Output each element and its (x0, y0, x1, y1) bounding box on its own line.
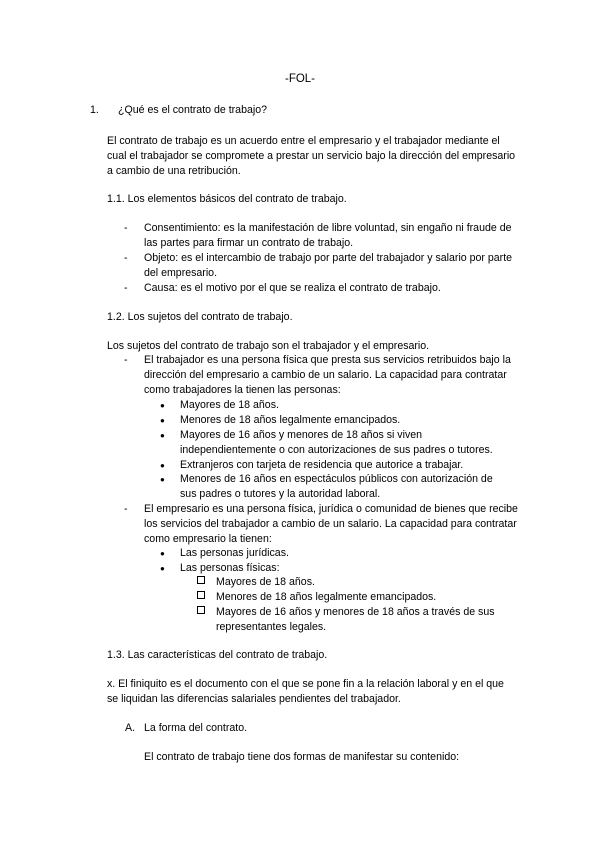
dash-marker: - (124, 503, 128, 515)
list-item: ● Menores de 18 años legalmente emancipados. (160, 414, 401, 426)
list-item: - Consentimiento: es la manifestación de libre voluntad, sin engaño ni fraude de las partes para firmar un contrato de trabajo. (124, 222, 512, 249)
form-paragraph: El contrato de trabajo tiene dos formas de manifestar su contenido: (144, 751, 460, 763)
list-item: Mayores de 18 años. (197, 575, 527, 590)
list-item-worker: - El trabajador es una persona física que presta sus servicios retribuidos bajo la dirección del empresario a cambio de un salario. La capacidad para contratar como trabajadores la tienen las personas: (124, 354, 511, 396)
bullet-icon: ● (160, 475, 165, 484)
subheading-text: La forma del contrato. (144, 722, 248, 734)
list-item: - Objeto: es el intercambio de trabajo por parte del trabajador y salario por parte del empresario. (124, 252, 513, 279)
list-item: Mayores de 16 años y menores de 18 años a través de sus representantes legales. (197, 605, 527, 635)
section-heading-1-2: 1.2. Los sujetos del contrato de trabajo. (107, 311, 293, 323)
question-text: ¿Qué es el contrato de trabajo? (118, 104, 267, 116)
list-item: ● Mayores de 16 años y menores de 18 años si viven independientemente o con autorizaciones de sus padres o tutores. (160, 429, 493, 456)
bullet-icon: ● (160, 416, 165, 425)
section-heading-1-3: 1.3. Las características del contrato de trabajo. (107, 649, 328, 661)
definition-paragraph: El contrato de trabajo es un acuerdo entre el empresario y el trabajador mediante el cual el trabajador se compromete a prestar un servicio bajo la dirección del empresario a cambio de una retribución. (107, 135, 516, 177)
list-item: ● Las personas físicas: (160, 562, 280, 574)
dash-marker: - (124, 282, 128, 294)
list-item-employer: - El empresario es una persona física, jurídica o comunidad de bienes que recibe los servicios del trabajador a cambio de un salario. La capacidad para contratar como empresario la tienen: (124, 503, 518, 545)
bullet-icon: ● (160, 431, 165, 440)
dash-marker: - (124, 252, 128, 264)
bullet-icon: ● (160, 549, 165, 558)
list-item: ● Las personas jurídicas. (160, 547, 289, 559)
page-title: -FOL- (284, 73, 316, 85)
subjects-intro: Los sujetos del contrato de trabajo son el trabajador y el empresario. (107, 340, 430, 352)
finiquito-paragraph: x. El finiquito es el documento con el que se pone fin a la relación laboral y en el que se liquidan las diferencias salariales pendientes del trabajador. (107, 678, 504, 705)
list-item: ● Menores de 16 años en espectáculos públicos con autorización de sus padres o tutores y la autoridad laboral. (160, 473, 493, 500)
checkbox-square-icon (197, 576, 205, 584)
bullet-icon: ● (160, 401, 165, 410)
question-number: 1. (90, 104, 99, 116)
subheading-a (125, 721, 247, 736)
bullet-icon: ● (160, 461, 165, 470)
dash-marker: - (124, 222, 128, 234)
bullet-icon: ● (160, 564, 165, 573)
list-item: ● Extranjeros con tarjeta de residencia que autorice a trabajar. (160, 459, 464, 471)
list-item: - Causa: es el motivo por el que se realiza el contrato de trabajo. (124, 282, 441, 294)
list-item: ● Mayores de 18 años. (160, 399, 279, 411)
question-heading (90, 103, 267, 118)
checkbox-square-icon (197, 591, 205, 599)
subheading-letter: A. (125, 722, 136, 734)
checkbox-square-icon (197, 606, 205, 614)
list-item: Menores de 18 años legalmente emancipados. (197, 590, 527, 605)
section-heading-1-1: 1.1. Los elementos básicos del contrato de trabajo. (107, 193, 347, 205)
dash-marker: - (124, 354, 128, 366)
